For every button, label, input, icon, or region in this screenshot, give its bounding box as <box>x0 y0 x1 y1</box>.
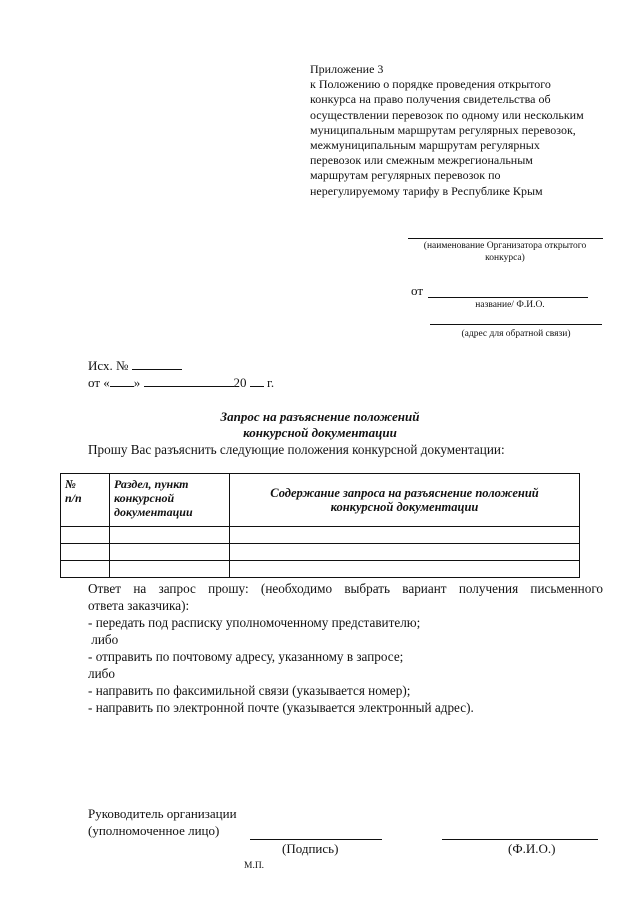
year-prefix: 20 <box>233 375 247 390</box>
table-cell[interactable] <box>110 561 230 578</box>
col-section-header <box>110 474 230 527</box>
table-cell[interactable] <box>230 544 580 561</box>
title-line: Запрос на разъяснение положений <box>220 409 420 424</box>
month-blank <box>144 374 234 387</box>
header-text: конкурсной <box>114 491 175 505</box>
header-text: п/п <box>65 491 82 505</box>
signature-caption: (Подпись) <box>282 841 339 856</box>
answer-option: - отправить по почтовому адресу, указанному в запросе; <box>88 649 404 664</box>
organizer-caption-line: конкурса) <box>485 253 525 263</box>
address-caption: (адрес для обратной связи) <box>461 329 571 339</box>
answer-option: либо <box>88 632 119 647</box>
col-number-header <box>61 474 110 527</box>
appendix-line: межмуниципальным маршрутам регулярных <box>310 138 540 153</box>
stamp-label: М.П. <box>244 861 265 871</box>
appendix-line: к Положению о порядке проведения открытого <box>310 77 551 92</box>
fio-caption: (Ф.И.О.) <box>508 841 556 856</box>
table-header-row <box>61 474 580 527</box>
day-blank <box>110 374 134 387</box>
appendix-line: перевозок или смежным межрегиональным <box>310 153 533 168</box>
outgoing-date-row <box>88 374 274 391</box>
outgoing-number-label: Исх. № <box>88 358 129 373</box>
organizer-name-line <box>408 238 603 239</box>
appendix-line: осуществлении перевозок по одному или нескольким <box>310 107 584 122</box>
answer-option: - направить по факсимильной связи (указывается номер); <box>88 683 411 698</box>
table-cell[interactable] <box>61 544 110 561</box>
appendix-line: Приложение 3 <box>310 62 384 76</box>
table-cell[interactable] <box>61 527 110 544</box>
answer-intro-line: Ответ на запрос прошу: (необходимо выбрать вариант получения письменного <box>88 581 603 596</box>
signature-line <box>250 839 382 840</box>
table-cell[interactable] <box>110 544 230 561</box>
outgoing-block <box>88 357 274 391</box>
answer-option: либо <box>88 666 115 681</box>
date-mid: » <box>133 375 141 390</box>
table-row <box>61 544 580 561</box>
outgoing-number-blank <box>132 357 182 370</box>
header-text: № <box>65 477 76 491</box>
from-label: от <box>411 283 424 298</box>
sender-name-line <box>428 297 588 298</box>
fio-line <box>442 839 598 840</box>
header-text: Содержание запроса на разъяснение положений <box>270 486 539 500</box>
organizer-caption-line: (наименование Организатора открытого <box>423 241 587 251</box>
appendix-line: муниципальным маршрутам регулярных перевозок, <box>310 122 576 137</box>
header-text: конкурсной документации <box>330 500 479 514</box>
table-cell[interactable] <box>61 561 110 578</box>
appendix-line: маршрутам регулярных перевозок по <box>310 168 501 183</box>
signature-block <box>88 805 237 839</box>
year-suffix: г. <box>267 375 275 390</box>
request-table <box>60 473 580 578</box>
table-cell[interactable] <box>230 561 580 578</box>
header-text: документации <box>114 505 193 519</box>
answer-option: - передать под расписку уполномоченному представителю; <box>88 615 421 630</box>
table-cell[interactable] <box>230 527 580 544</box>
intro-text: Прошу Вас разъяснить следующие положения конкурсной документации: <box>88 442 505 457</box>
table-row <box>61 561 580 578</box>
sender-name-caption: название/ Ф.И.О. <box>475 300 545 310</box>
date-prefix: от « <box>88 375 110 390</box>
appendix-line: конкурса на право получения свидетельства об <box>310 92 551 107</box>
document-title <box>0 409 640 441</box>
col-content-header <box>230 474 580 527</box>
table-cell[interactable] <box>110 527 230 544</box>
table-row <box>61 527 580 544</box>
organizer-caption <box>400 240 610 264</box>
answer-option: - направить по электронной почте (указывается электронный адрес). <box>88 700 474 715</box>
head-label: Руководитель организации <box>88 806 237 821</box>
year-blank <box>250 374 264 387</box>
appendix-line: нерегулируемому тарифу в Республике Крым <box>310 183 543 198</box>
header-text: Раздел, пункт <box>114 477 189 491</box>
authorized-label: (уполномоченное лицо) <box>88 823 220 838</box>
answer-block <box>88 580 603 716</box>
address-line <box>430 324 602 325</box>
appendix-header <box>310 62 610 199</box>
answer-intro-line: ответа заказчика): <box>88 598 190 613</box>
outgoing-number-row <box>88 357 274 374</box>
title-line: конкурсной документации <box>243 425 397 440</box>
